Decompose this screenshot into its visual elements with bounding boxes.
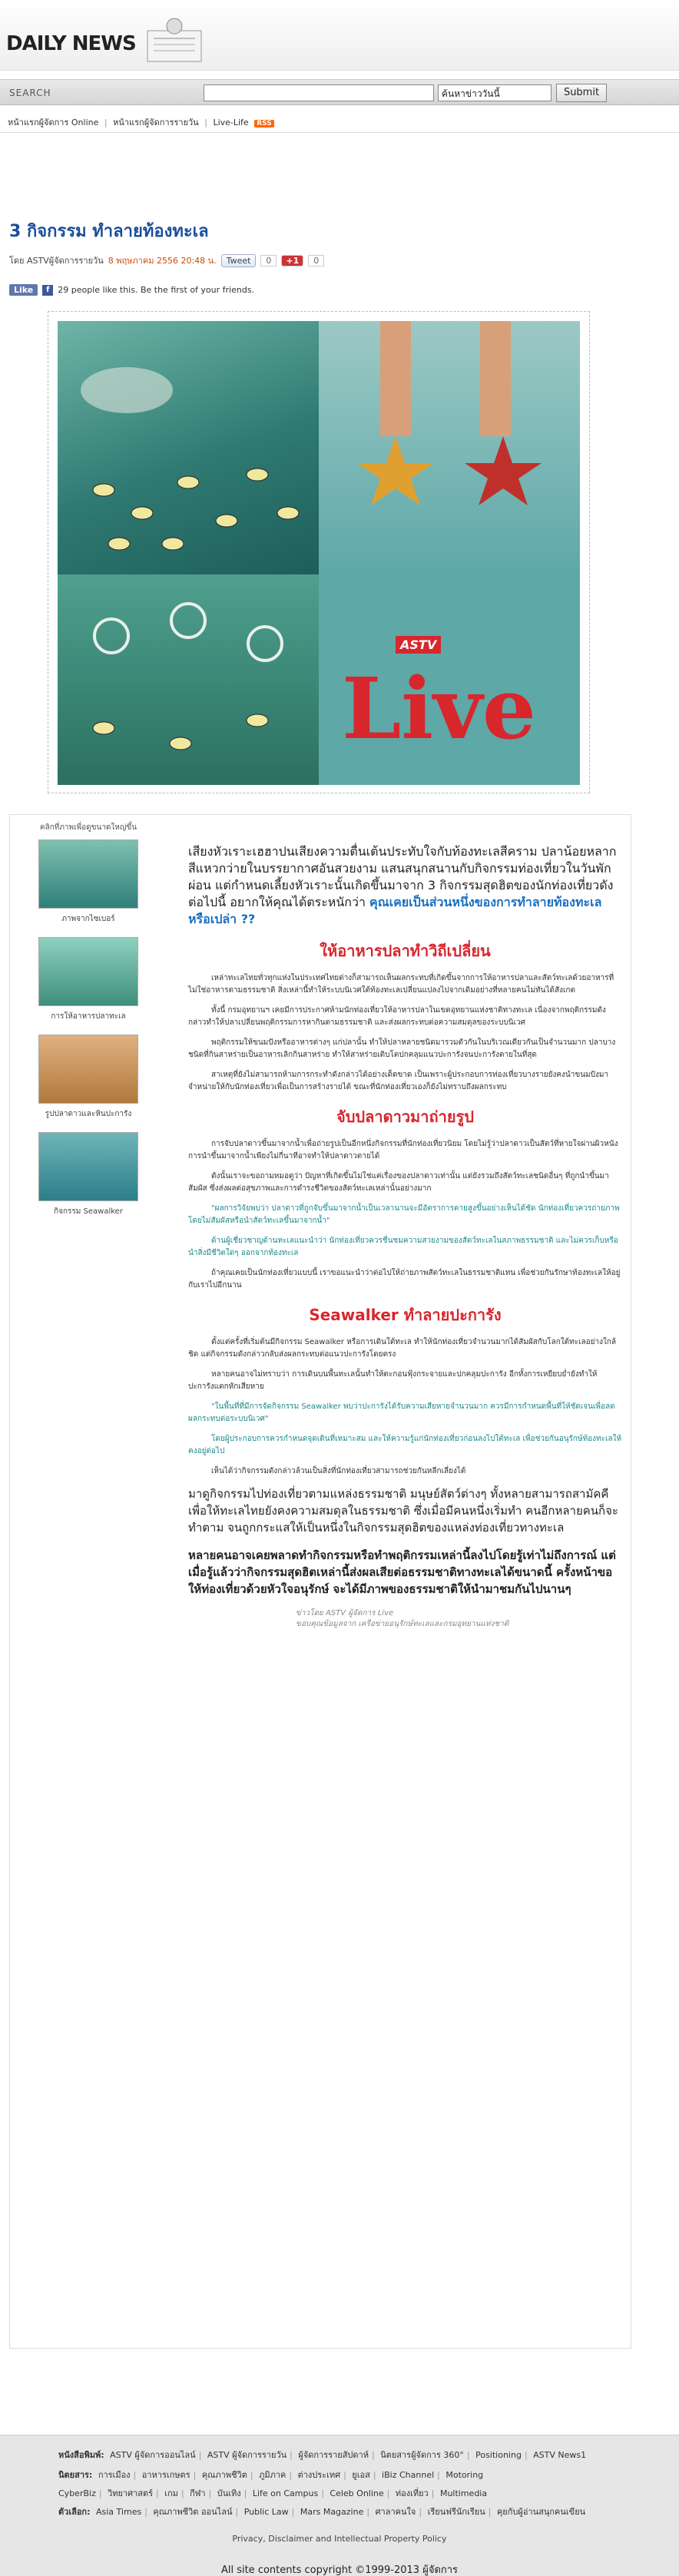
fish-illustration xyxy=(58,321,319,574)
starfish-illustration xyxy=(319,321,580,574)
section-heading-2: จับปลาดาวมาถ่ายรูป xyxy=(336,1108,474,1126)
article-photo xyxy=(48,311,590,793)
fb-like-text: 29 people like this. Be the first of your friends. xyxy=(58,285,255,295)
fb-like-button[interactable]: Like xyxy=(9,284,38,296)
footer-link[interactable]: ศาลาคนใจ xyxy=(375,2507,416,2517)
footer-link[interactable]: กีฬา xyxy=(190,2488,206,2498)
live-logo: Live xyxy=(342,659,537,758)
lead-paragraph: เสียงหัวเราะเฮฮาปนเสียงความตื่นเต้นประทับใจกับท้องทะเลสีคราม ปลาน้อยหลากสีแหวกว่ายในบรรยากาศอันสวยงาม แสนสนุกสนานกับกิจกรรมท่องเที่ยวในวันพักผ่อน แต่กำหนดเลี้ยงหัวเราะนั้นเกิดขึ้นมาจาก 3 กิจกรรมสุดฮิตของนักท่องเที่ยวดังต่อไปนี้ อยากให้คุณได้ตระหนักว่า คุณเคยเป็นส่วนหนึ่งของการทำลายท้องทะเลหรือเปล่า ?? xyxy=(188,844,617,926)
thumbnail-4[interactable] xyxy=(38,1132,138,1201)
section-heading-1: ให้อาหารปลาทำวิถีเปลี่ยน xyxy=(320,942,491,960)
facebook-like-bar xyxy=(9,284,254,296)
thumbnail-2[interactable] xyxy=(38,937,138,1006)
article-body xyxy=(188,843,622,1630)
quote-paragraph: ด้านผู้เชี่ยวชาญด้านทะเลแนะนำว่า นักท่องเที่ยวควรชื่นชมความสวยงามของสัตว์ทะเลในสภาพธรรมชาติ และไม่ควรเก็บหรือนำสิ่งมีชีวิตใดๆ ออกจากท้องทะเล xyxy=(188,1237,618,1257)
quote-paragraph: "ในพื้นที่ที่มีการจัดกิจกรรม Seawalker พบว่าปะการังได้รับความเสียหายจำนวนมาก ควรมีการกำหนดพื้นที่ให้ชัดเจนเพื่อลดผลกระทบต่อระบบนิเวศ" xyxy=(188,1402,615,1423)
photo-sidebar xyxy=(15,822,161,1230)
footer-link[interactable]: การเมือง xyxy=(98,2470,131,2480)
thumbnail-caption: การให้อาหารปลาทะเล xyxy=(51,1012,126,1021)
footer-link[interactable]: ต่างประเทศ xyxy=(297,2470,341,2480)
thumbnail-3[interactable] xyxy=(38,1035,138,1104)
photo-live-logo xyxy=(319,574,580,785)
paragraph: ทั้งนี้ กรมอุทยานฯ เคยมีการประกาศห้ามนักท่องเที่ยวให้อาหารปลาในเขตอุทยานแห่งชาติทางทะเล เนื่องจากพฤติกรรมดังกล่าวทำให้ปลาเปลี่ยนพฤติกรรมการหากินตามธรรมชาติ และส่งผลกระทบต่อความสมดุลของระบบนิเวศ xyxy=(188,1006,606,1027)
footer-link[interactable]: วิทยาศาสตร์ xyxy=(108,2488,154,2498)
site-footer xyxy=(0,2435,679,2576)
thumbnail-caption: รูปปลาดาวและหินปะการัง xyxy=(45,1110,132,1118)
diver-helmet-illustration xyxy=(58,574,319,785)
thumbnail-1[interactable] xyxy=(38,839,138,909)
photo-seawalker xyxy=(58,574,319,785)
newspaper-reader-icon xyxy=(140,17,209,63)
sidebar-heading: คลิกที่ภาพเพื่อดูขนาดใหญ่ขึ้น xyxy=(39,823,137,832)
article-meta xyxy=(9,253,324,267)
paragraph: หลายคนอาจไม่ทราบว่า การเดินบนพื้นทะเลนั้นทำให้ตะกอนฟุ้งกระจายและปกคลุมปะการัง อีกทั้งการเหยียบย่ำยังทำให้ปะการังแตกหักเสียหาย xyxy=(188,1370,598,1391)
footer-link[interactable]: Motoring xyxy=(445,2470,484,2480)
footer-row-2: นิตยสาร: การเมือง | อาหารเกษตร | คุณภาพชีวิต | ภูมิภาค | ต่างประเทศ | ยูเอส | iBiz Channel | Motoring xyxy=(58,2470,484,2480)
paragraph: การจับปลาดาวขึ้นมาจากน้ำเพื่อถ่ายรูปเป็นอีกหนึ่งกิจกรรมที่นักท่องเที่ยวนิยม โดยไม่รู้ว่าปลาดาวเป็นสัตว์ที่หายใจผ่านผิวหนัง การนำขึ้นมาจากน้ำเพียงไม่กี่นาทีอาจทำให้ปลาดาวตายได้ xyxy=(188,1140,618,1161)
source-credit: ขอบคุณข้อมูลจาก เครือข่ายอนุรักษ์ทะเลและกรมอุทยานแห่งชาติ xyxy=(296,1620,509,1628)
footer-link[interactable]: ASTV ผู้จัดการรายวัน xyxy=(207,2450,287,2460)
search-label: SEARCH xyxy=(9,88,51,98)
thumbnail-caption: กิจกรรม Seawalker xyxy=(54,1207,123,1216)
breadcrumb-live-life[interactable]: Live-Life xyxy=(213,118,249,127)
closing-paragraph: มาดูกิจกรรมไปท่องเที่ยวตามแหล่งธรรมชาติ มนุษย์สัตว์ต่างๆ ทั้งหลายสามารถสามัคคีเพื่อให้ทะเลไทยยังคงความสมดุลในธรรมชาติ ซึ่งเมื่อมีคนหนึ่งเริ่มทำ คนอีกหลายคนก็จะทำตาม จนถูกกระแสให้เป็นหนึ่งในกิจกรรมสุดฮิตของแหล่งท่องเที่ยวทางทะเล xyxy=(188,1487,618,1535)
article-author: โดย ASTVผู้จัดการรายวัน xyxy=(9,256,104,266)
facebook-icon: f xyxy=(42,285,53,296)
paragraph: ตั้งแต่ครั้งที่เริ่มต้นมีกิจกรรม Seawalker หรือการเดินใต้ทะเล ทำให้นักท่องเที่ยวจำนวนมากได้สัมผัสกับโลกใต้ทะเลอย่างใกล้ชิด แต่กิจกรรมดังกล่าวกลับส่งผลกระทบต่อแนวปะการังโดยตรง xyxy=(188,1338,617,1359)
tweet-count: 0 xyxy=(260,255,277,267)
footer-link[interactable]: iBiz Channel xyxy=(382,2470,435,2480)
footer-link[interactable]: ASTV News1 xyxy=(533,2450,587,2460)
article-title: 3 กิจกรรม ทำลายท้องทะเล xyxy=(9,222,209,241)
breadcrumb-daily[interactable]: หน้าแรกผู้จัดการรายวัน xyxy=(113,118,199,127)
photo-snorkeling xyxy=(58,321,319,574)
quote-paragraph: โดยผู้ประกอบการควรกำหนดจุดเดินที่เหมาะสม และให้ความรู้แก่นักท่องเที่ยวก่อนลงไปใต้ทะเล เพื่อช่วยกันอนุรักษ์ท้องทะเลให้คงอยู่ต่อไป xyxy=(188,1435,622,1455)
paragraph: เหล่าทะเลไทยทั่วทุกแห่งในประเทศไทยต่างก็สามารถเห็นผลกระทบที่เกิดขึ้นจากการให้อาหารปลาและสัตว์ทะเลด้วยอาหารที่ไม่ใช่อาหารตามธรรมชาติ สิ่งเหล่านี้ทำให้ระบบนิเวศใต้ท้องทะเลเปลี่ยนแปลงไปจากเดิมอย่างที่หลายคนไม่ทันได้สังเกต xyxy=(188,974,614,995)
footer-link[interactable]: คุณภาพชีวิต ออนไลน์ xyxy=(153,2507,233,2517)
quote-paragraph: "ผลการวิจัยพบว่า ปลาดาวที่ถูกจับขึ้นมาจากน้ำเป็นเวลานานจะมีอัตราการตายสูงขึ้นอย่างเห็นได้ชัด นักท่องเที่ยวควรถ่ายภาพโดยไม่สัมผัสหรือนำสัตว์ทะเลขึ้นมาจากน้ำ" xyxy=(188,1204,620,1225)
footer-link[interactable]: คุณภาพชีวิต xyxy=(201,2470,247,2480)
rss-badge[interactable]: RSS xyxy=(254,120,274,127)
lead-highlight: คุณเคยเป็นส่วนหนึ่งของการทำลายท้องทะเลหรือเปล่า ?? xyxy=(188,895,602,926)
breadcrumb-home[interactable]: หน้าแรกผู้จัดการ Online xyxy=(8,118,99,127)
photo-collage xyxy=(58,321,580,785)
footer-link[interactable]: คุยกับผู้อ่านสนุกคนเขียน xyxy=(496,2507,586,2517)
search-input[interactable] xyxy=(204,84,434,101)
astv-logo: ASTV xyxy=(396,636,441,654)
breadcrumb: หน้าแรกผู้จัดการ Online | หน้าแรกผู้จัดการรายวัน | Live-Life RSS xyxy=(8,115,277,129)
search-bar xyxy=(0,79,679,105)
footer-link[interactable]: ภูมิภาค xyxy=(259,2470,287,2480)
footer-link[interactable]: Asia Times xyxy=(96,2507,142,2517)
footer-link[interactable]: ยูเอส xyxy=(352,2470,370,2480)
footer-link[interactable]: Public Law xyxy=(243,2507,289,2517)
paragraph: เห็นได้ว่ากิจกรรมดังกล่าวล้วนเป็นสิ่งที่นักท่องเที่ยวสามารถช่วยกันหลีกเลี่ยงได้ xyxy=(211,1467,466,1475)
byline: ข่าวโดย ASTV ผู้จัดการ Live xyxy=(296,1609,394,1617)
footer-link[interactable]: Life on Campus xyxy=(252,2488,319,2498)
footer-link[interactable]: บันเทิง xyxy=(217,2488,241,2498)
footer-link[interactable]: เรียนฟรีนักเรียน xyxy=(427,2507,485,2517)
submit-button[interactable]: Submit xyxy=(556,84,607,102)
paragraph: ดังนั้นเราจะขอถามหมอดูว่า ปัญหาที่เกิดขึ้นไม่ใช่แค่เรื่องของปลาดาวเท่านั้น แต่ยังรวมถึงสัตว์ทะเลชนิดอื่นๆ ที่ถูกนำขึ้นมาสัมผัส ซึ่งส่งผลต่อสุขภาพและการดำรงชีวิตของสัตว์ทะเลเหล่านั้นอย่างมาก xyxy=(188,1172,609,1193)
footer-link[interactable]: นิตยสารผู้จัดการ 360° xyxy=(380,2450,464,2460)
paragraph: สาเหตุที่ยังไม่สามารถห้ามการกระทำดังกล่าวได้อย่างเด็ดขาด เป็นเพราะผู้ประกอบการท่องเที่ยวบางรายยังคงนำขนมปังมาจำหน่ายให้กับนักท่องเที่ยวเพื่อเป็นการสร้างรายได้ ขณะที่นักท่องเที่ยวเองก็ยังไม่ทราบถึงผลกระทบ xyxy=(188,1071,609,1091)
footer-link[interactable]: CyberBiz xyxy=(58,2488,96,2498)
footer-link[interactable]: เกม xyxy=(164,2488,178,2498)
photo-starfish xyxy=(319,321,580,574)
closing-paragraph-bold: หลายคนอาจเคยพลาดทำกิจกรรมหรือทำพฤติกรรมเหล่านี้ลงไปโดยรู้เท่าไม่ถึงการณ์ แต่เมื่อรู้แล้วว่ากิจกรรมสุดฮิตเหล่านี้ส่งผลเสียต่อธรรมชาติทางทะเลได้ขนาดนี้ ครั้งหน้าขอให้ท่องเที่ยวด้วยหัวใจอนุรักษ์ จะได้มีภาพของธรรมชาติให้นำมาชมกันไปนานๆ xyxy=(188,1548,616,1596)
tweet-button[interactable]: Tweet xyxy=(221,254,257,267)
footer-link[interactable]: Mars Magazine xyxy=(300,2507,364,2517)
footer-link[interactable]: ASTV ผู้จัดการออนไลน์ xyxy=(110,2450,196,2460)
footer-row-1: หนังสือพิมพ์: ASTV ผู้จัดการออนไลน์ | ASTV ผู้จัดการรายวัน | ผู้จัดการรายสัปดาห์ | นิตยสารผู้จัดการ 360° | Positioning | ASTV News1 xyxy=(58,2450,587,2460)
paragraph: พฤติกรรมให้ขนมปังหรืออาหารต่างๆ แก่ปลานั้น ทำให้ปลาหลายชนิดมารวมตัวกันในบริเวณเดียวกันเป็นจำนวนมาก ปลาบางชนิดที่กินสาหร่ายเป็นอาหารเลิกกินสาหร่าย ทำให้สาหร่ายเติบโตปกคลุมแนวปะการังจนปะการังตายในที่สุด xyxy=(188,1038,616,1059)
footer-link[interactable]: Multimedia xyxy=(439,2488,488,2498)
search-scope-select[interactable]: ค้นหาข่าววันนี้ xyxy=(438,84,551,101)
copyright: All site contents copyright ©1999-2013 ผู้จัดการ xyxy=(220,2564,459,2576)
site-header xyxy=(0,0,679,71)
divider xyxy=(0,132,679,133)
paragraph: ถ้าคุณเคยเป็นนักท่องเที่ยวแบบนี้ เราขอแนะนำว่าต่อไปให้ถ่ายภาพสัตว์ทะเลในธรรมชาติแทน เพื่อช่วยกันรักษาท้องทะเลให้อยู่กับเราไปอีกนาน xyxy=(188,1269,621,1290)
footer-link[interactable]: อาหารเกษตร xyxy=(141,2470,190,2480)
privacy-policy-link[interactable]: Privacy, Disclaimer and Intellectual Property Policy xyxy=(232,2534,447,2544)
footer-link[interactable]: Celeb Online xyxy=(330,2488,384,2498)
site-logo[interactable]: DAILY NEWS xyxy=(6,32,136,55)
footer-row-3: CyberBiz | วิทยาศาสตร์ | เกม | กีฬา | บันเทิง | Life on Campus | Celeb Online | ท่องเที่ยว | Multimedia xyxy=(58,2488,488,2498)
article-date: 8 พฤษภาคม 2556 20:48 น. xyxy=(108,256,217,266)
footer-link[interactable]: Positioning xyxy=(475,2450,522,2460)
gplus-count: 0 xyxy=(308,255,324,267)
footer-row-4: ตัวเลือก: Asia Times | คุณภาพชีวิต ออนไลน์ | Public Law | Mars Magazine | ศาลาคนใจ | เรียนฟรีนักเรียน | คุยกับผู้อ่านสนุกคนเขียน xyxy=(58,2507,586,2517)
footer-link[interactable]: ผู้จัดการรายสัปดาห์ xyxy=(298,2450,369,2460)
thumbnail-caption: ภาพจากไซเบอร์ xyxy=(61,915,115,923)
section-heading-3: Seawalker ทำลายปะการัง xyxy=(309,1306,502,1324)
footer-link[interactable]: ท่องเที่ยว xyxy=(395,2488,429,2498)
gplus-button[interactable]: +1 xyxy=(281,255,303,267)
